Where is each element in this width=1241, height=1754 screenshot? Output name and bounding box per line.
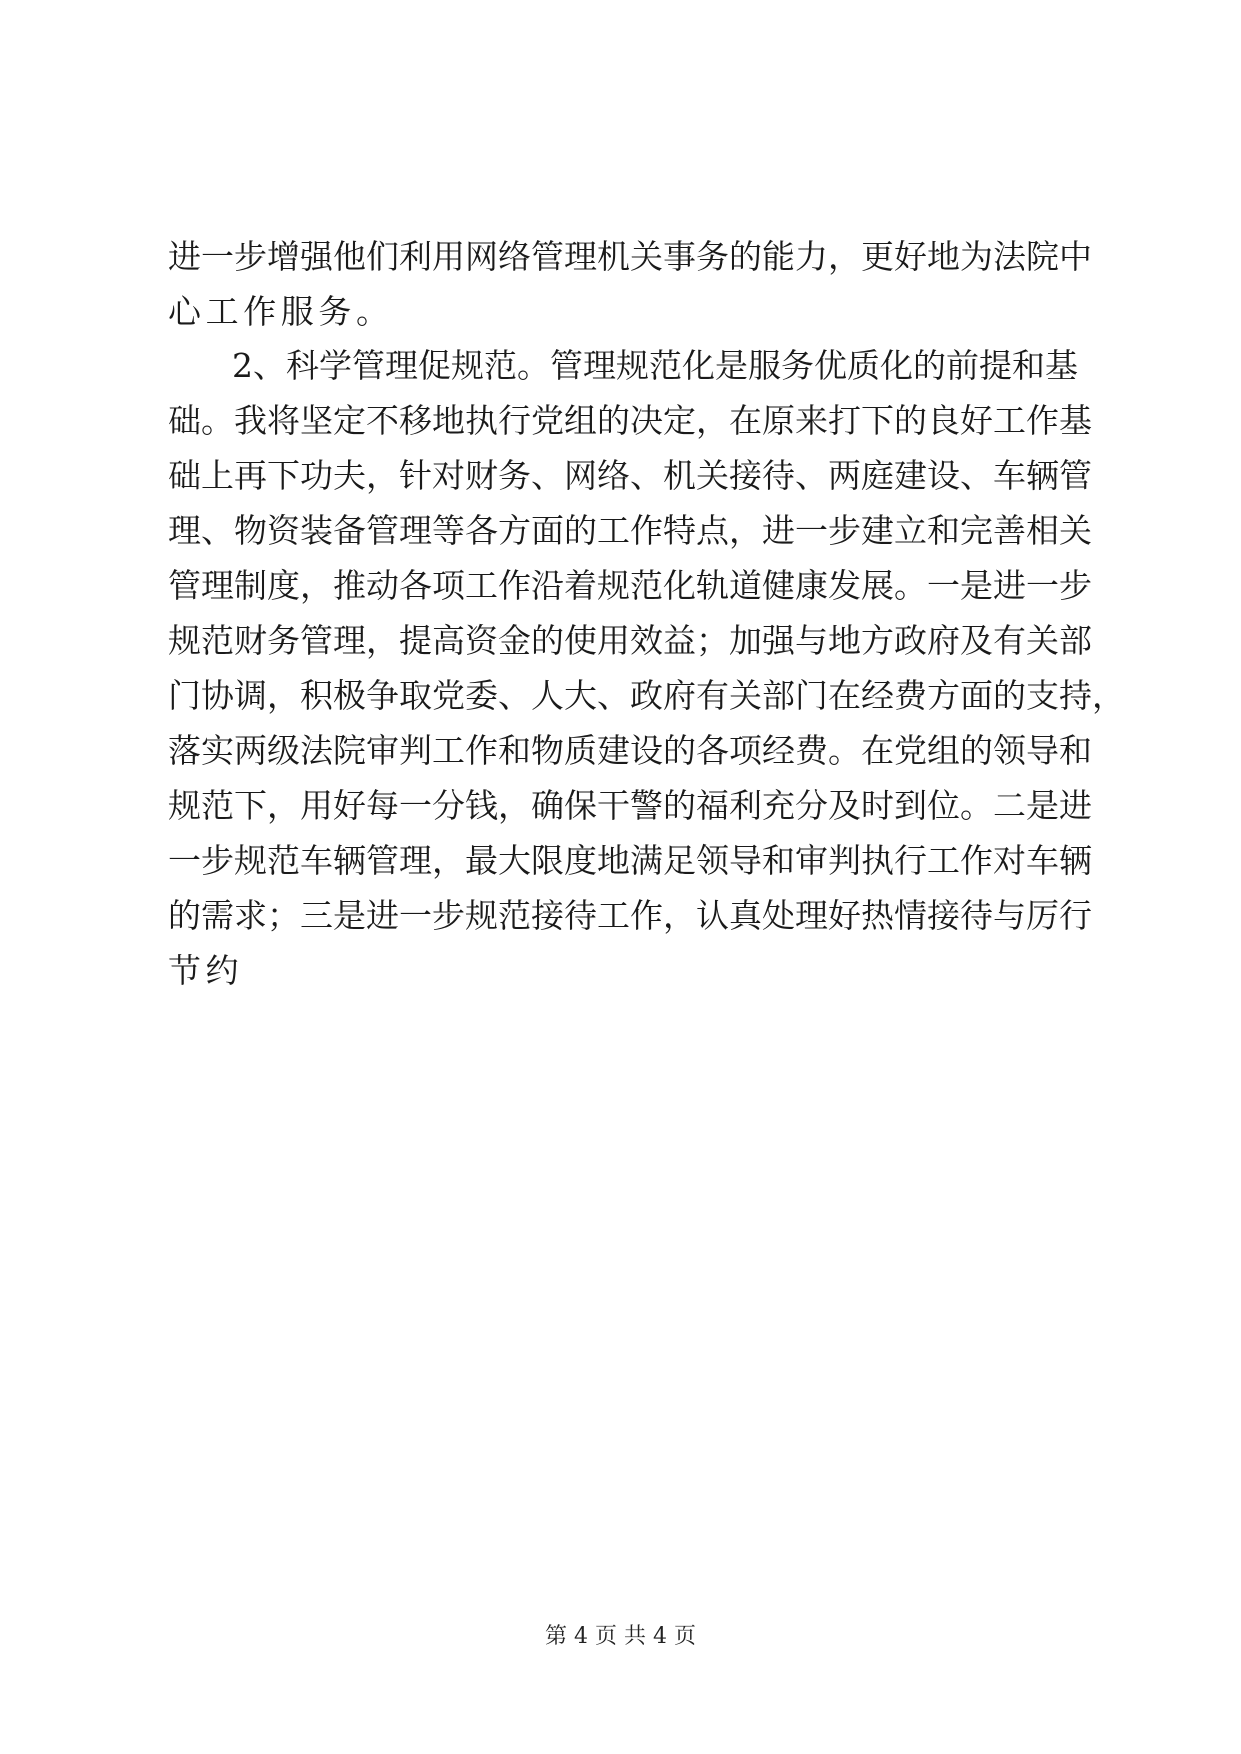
body-line: 规范下，用好每一分钱，确保干警的福利充分及时到位。二是进 <box>168 786 1092 825</box>
body-line: 的需求；三是进一步规范接待工作，认真处理好热情接待与厉行 <box>168 896 1092 935</box>
body-line: 规范财务管理，提高资金的使用效益；加强与地方政府及有关部 <box>168 621 1092 660</box>
body-line: 进一步增强他们利用网络管理机关事务的能力，更好地为法院中 <box>168 237 1092 276</box>
page-number-footer: 第 4 页 共 4 页 <box>545 1624 696 1649</box>
body-line: 础。我将坚定不移地执行党组的决定，在原来打下的良好工作基 <box>168 401 1092 440</box>
body-line: 落实两级法院审判工作和物质建设的各项经费。在党组的领导和 <box>168 731 1092 770</box>
body-line: 管理制度，推动各项工作沿着规范化轨道健康发展。一是进一步 <box>168 566 1092 605</box>
body-line: 理、物资装备管理等各方面的工作特点，进一步建立和完善相关 <box>168 511 1092 550</box>
body-line: 心工作服务。 <box>168 292 394 331</box>
body-line: 节约 <box>168 951 244 990</box>
paragraph-start-line: 2、科学管理促规范。管理规范化是服务优质化的前提和基 <box>232 346 1078 385</box>
body-line: 础上再下功夫，针对财务、网络、机关接待、两庭建设、车辆管 <box>168 456 1092 495</box>
body-line: 一步规范车辆管理，最大限度地满足领导和审判执行工作对车辆 <box>168 841 1092 880</box>
body-line: 门协调，积极争取党委、人大、政府有关部门在经费方面的支持， <box>168 676 1125 715</box>
